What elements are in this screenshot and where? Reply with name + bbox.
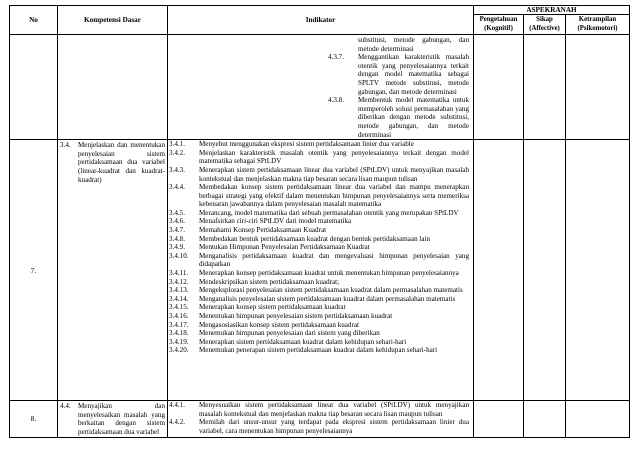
indicator-cell (168, 401, 474, 437)
indicator-item (168, 329, 473, 338)
header-keterampilan (566, 15, 630, 35)
indicator-number: 3.4.8. (169, 234, 185, 243)
indicator-text: Menemukan himpunan penyelesaian dari sistem yang diberikan (199, 329, 380, 338)
indicator-text: Menerapkan sistem pertidaksamaan kuadrat dalam kehidupan sehari-hari (199, 337, 407, 346)
indicator-text: Memahami Konsep Pertidaksamaan Kuadrat (199, 226, 327, 235)
indicator-item (168, 140, 473, 149)
indicator-number: 3.4.3. (169, 165, 185, 174)
indicator-item (168, 243, 473, 252)
indicator-number: 3.4.19. (169, 337, 189, 346)
indicator-item (326, 96, 473, 139)
indicator-item (168, 286, 473, 295)
indicator-item (326, 36, 473, 53)
indicator-text: Mengasosiasikan konsep sistem pertidaksamaan kuadrat (199, 320, 359, 329)
kd-cell (58, 140, 168, 401)
header-psikomotori-label: (Psikomotori) (577, 24, 618, 32)
indicator-text: Menemukan penerapan sistem pertidaksamaan kuadrat dalam kehidupan sehari-hari (199, 346, 438, 355)
indicator-number: 3.4.1. (169, 140, 185, 149)
indicator-number: 3.4.4. (169, 183, 185, 192)
row-number: 8. (10, 401, 58, 437)
indicator-text: Menerapkan konsep sistem pertidaksamaan kuadrat (199, 303, 346, 312)
table-row (10, 140, 630, 401)
indicator-item (168, 321, 473, 330)
indicator-text: Menyebut menggunakan ekspresi sistem pertidaksamaan linier dua variable (199, 140, 414, 149)
indicator-item (168, 209, 473, 218)
indicator-list (168, 401, 473, 435)
indicator-item (168, 269, 473, 278)
kd-text: Menjelaskan dan menentukan penyelesaian sistem pertidaksamaan dua variabel (linear-kuadrat dan kuadrat-kuadrat) (78, 141, 165, 184)
continuation-kd-cell (58, 35, 168, 140)
continuation-row (10, 35, 630, 140)
indicator-item (168, 401, 473, 418)
indicator-item (168, 217, 473, 226)
kd-cell (58, 401, 168, 437)
header-kompetensi-dasar: Kompetensi Dasar (58, 6, 168, 35)
indicator-number: 3.4.11. (169, 269, 189, 278)
sikap-cell (524, 140, 566, 401)
indicator-item (168, 346, 473, 355)
header-no: No (10, 6, 58, 35)
continuation-indicator-cell (168, 35, 474, 140)
continuation-sikap-cell (524, 35, 566, 140)
indicator-text: Menganalisis penyelesaian sistem pertidaksamaan kuadrat dalam permasalahan matematis (199, 294, 456, 303)
indicator-text: Mentukan Himpunan Penyelesaian Pertidaksamaan Kuadrat (199, 243, 370, 252)
header-sikap (524, 15, 566, 35)
continuation-indicator-list (168, 35, 473, 139)
indicator-text: Menjelaskan karakteristik masalah otentik yang penyelesaiannya terkait dengan model matematika sebagai SPtLDV (199, 148, 469, 166)
indicator-number: 4.4.1. (169, 401, 185, 410)
indicator-text: Menentukan himpunan penyelesaian sistem pertidaksamaan kuadrat (199, 312, 393, 320)
indicator-number: 4.3.7. (328, 53, 344, 62)
indicator-text: Mendeskripsikan sistem pertidaksamaan kuadrat; (199, 277, 340, 286)
indicator-number: 4.3.8. (328, 96, 344, 105)
keterampilan-cell (566, 401, 630, 437)
indicator-item (168, 338, 473, 347)
indicator-item (168, 226, 473, 235)
indicator-number: 3.4.12. (169, 277, 189, 286)
indicator-item (168, 166, 473, 183)
indicator-number: 3.4.6. (169, 217, 185, 226)
indicator-item (168, 149, 473, 166)
indicator-item (168, 235, 473, 244)
indicator-number (326, 36, 358, 53)
table-row (10, 401, 630, 437)
indicator-item (168, 183, 473, 209)
header-affective-label: (Affective) (529, 24, 560, 32)
indicator-number: 3.4.10. (169, 251, 189, 260)
indicator-list (168, 140, 473, 355)
indicator-item (168, 418, 473, 435)
indicator-cell (168, 140, 474, 401)
indicator-text: Membedakan bentuk pertidaksamaan kuadrat dengan bentuk pertidaksamaan lain (199, 234, 431, 243)
indicator-number: 3.4.18. (169, 329, 189, 338)
sikap-cell (524, 401, 566, 437)
indicator-text: Menerapkan sistem pertidaksamaan linear dua variabel (SPtLDV) untuk menyajikan masalah kontekstual dan menjelaskan makna tiap besaran secara lisan maupun tulisan (199, 165, 469, 183)
indicator-text: Membentuk model matematika untuk memperoleh solusi permasalahan yang diberikan dengan metode substitusi, metode gabungan, dan metode determinasi (358, 96, 469, 139)
indicator-text: Menerapkan konsep pertidaksamaan kuadrat untuk menentukan himpunan penyelesaiannya (199, 269, 459, 278)
header-aspek-ranah: ASPEKRANAH (474, 6, 630, 15)
header-pengetahuan-label: Pengetahuan (479, 16, 518, 24)
competency-table (9, 5, 630, 438)
continuation-pengetahuan-cell (474, 35, 524, 140)
indicator-number: 3.4.17. (169, 320, 189, 329)
indicator-item (168, 295, 473, 304)
kd-number: 3.4. (60, 141, 71, 150)
pengetahuan-cell (474, 140, 524, 401)
indicator-number: 3.4.14. (169, 294, 189, 303)
indicator-number: 3.4.16. (169, 312, 189, 320)
indicator-text: Memilah dari unsur-unsur yang terdapat pada ekspresi sistem pertidaksamaan linier dua variabel, cara menentukan himpunan penyelesaiannya (199, 418, 469, 435)
indicator-item (326, 53, 473, 96)
indicator-item (168, 252, 473, 269)
indicator-item (168, 278, 473, 287)
indicator-item (168, 312, 473, 321)
continuation-no-cell (10, 35, 58, 140)
kd-number: 4.4. (60, 402, 71, 411)
header-kognitif-label: (Kognitif) (484, 24, 513, 32)
indicator-number: 3.4.2. (169, 148, 185, 157)
indicator-number: 3.4.5. (169, 208, 185, 217)
indicator-number: 3.4.15. (169, 303, 189, 312)
indicator-number: 3.4.13. (169, 286, 189, 295)
pengetahuan-cell (474, 401, 524, 437)
header-indikator: Indikator (168, 6, 474, 35)
indicator-text: Menafsirkan ciri-ciri SPtLDV dari model matematika (199, 217, 352, 226)
indicator-number: 4.4.2. (169, 418, 185, 427)
kd-text: Menyajikan dan menyelesaikan masalah yang berkaitan dengan sistem pertidaksamaan dua variabel (78, 402, 165, 436)
indicator-number: 3.4.20. (169, 346, 189, 355)
indicator-text: Menyesuaikan sistem pertidaksamaan linear dua variabel (SPtLDV) untuk menyajikan masalah kontekstual dan menjelaskan makna tiap besaran secara lisan maupun tulisan (199, 401, 469, 418)
indicator-text: Merancang, model matematika dari sebuah permasalahan otentik yang merupakan SPtLDV (199, 208, 459, 217)
header-pengetahuan (474, 15, 524, 35)
header-keterampilan-label: Ketrampilan (578, 16, 617, 24)
indicator-text: Menganalisis pertidaksamaan kuadrat dan mengevaluasi himpunan penyelesaian yang didapatkan (199, 251, 469, 269)
continuation-keterampilan-cell (566, 35, 630, 140)
indicator-text: Membedakan konsep sistem pertidaksamaan linear dua variabel dan mampu menerapkan berbagai strategi yang efektif dalam menentukan himpunan penyelesaiannya serta memeriksa kebenaran jawabannya dalam penyelesaian masalah matematika (199, 183, 469, 209)
indicator-number: 3.4.7. (169, 226, 185, 235)
header-sikap-label: Sikap (536, 16, 553, 24)
indicator-text: Menggantikan karakteristik masalah otentik yang penyelesaiannya terkait dengan model matematika sebagai SPLTV metode substitusi, metode gabungan, dan metode determinasi (358, 53, 469, 96)
indicator-text: Mengeksplorasi penyelesaian sistem pertidaksamaan kuadrat dalam permasalahan matematis (199, 286, 463, 295)
row-number: 7. (10, 140, 58, 401)
keterampilan-cell (566, 140, 630, 401)
indicator-number: 3.4.9. (169, 243, 185, 252)
indicator-text: substitusi, metode gabungan, dan metode determinasi (358, 36, 469, 53)
indicator-item (168, 303, 473, 312)
